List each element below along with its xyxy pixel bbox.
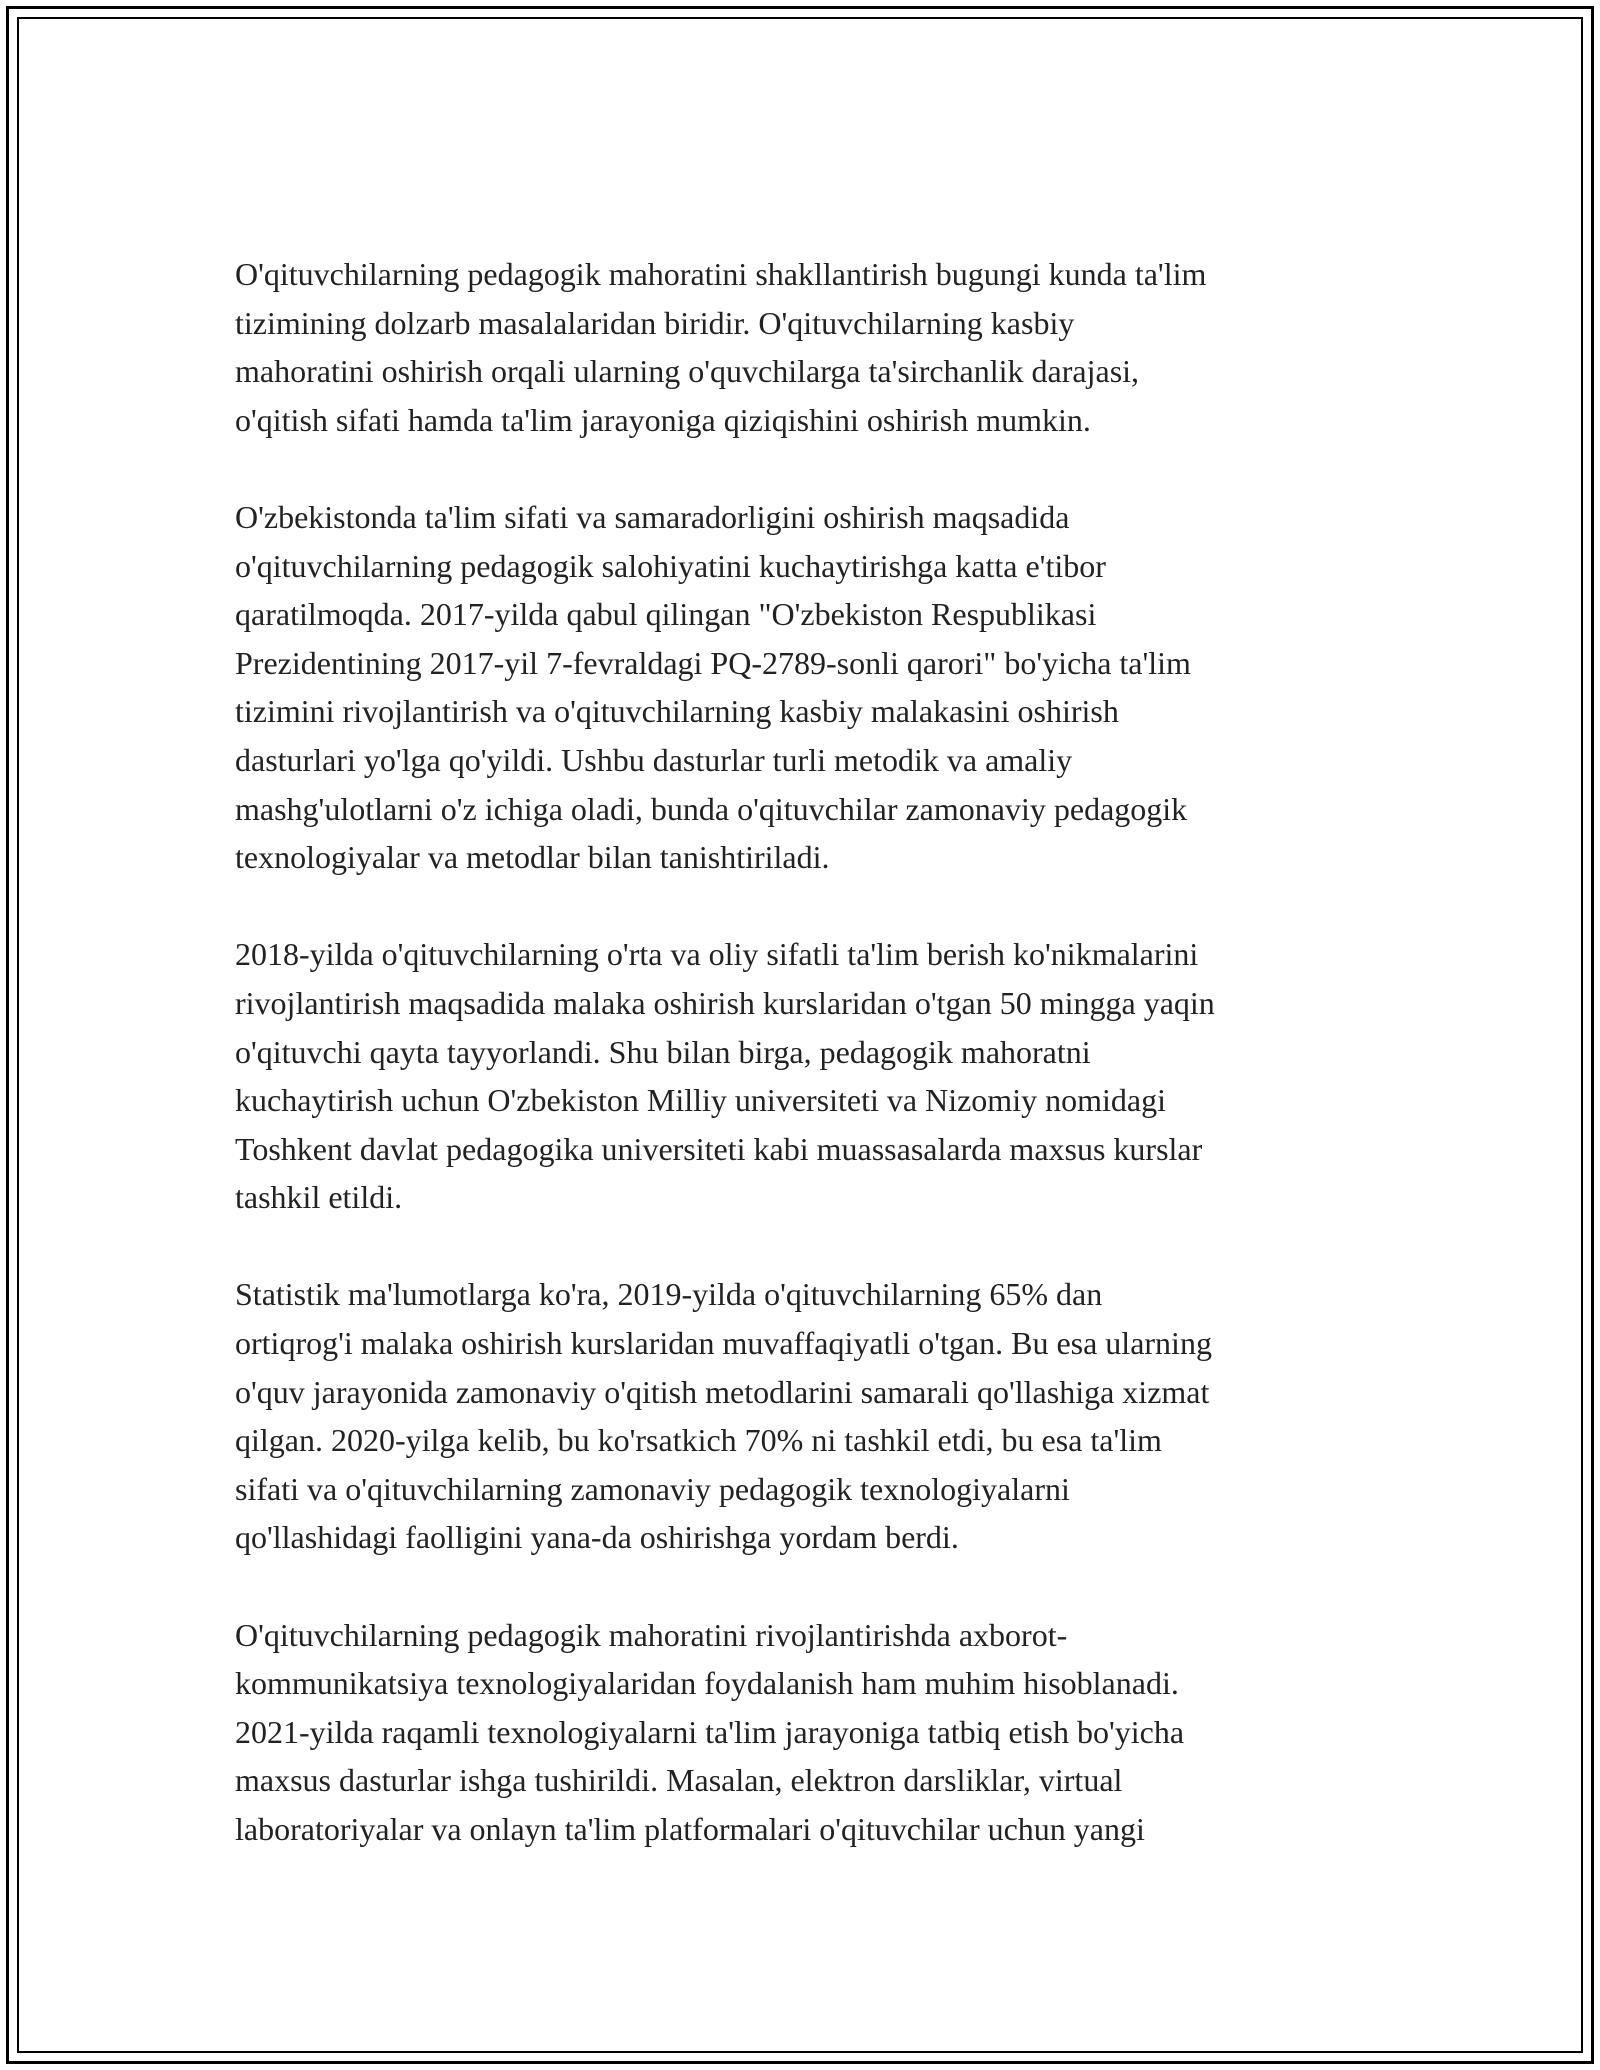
text-line: 2018-yilda o'qituvchilarning o'rta va oliy sifatli ta'lim berish ko'nikmalarini: [235, 936, 1199, 973]
document-body: [235, 250, 1370, 1854]
text-line: laboratoriyalar va onlayn ta'lim platformalari o'qituvchilar uchun yangi: [235, 1811, 1145, 1847]
text-line: tizimining dolzarb masalalaridan biridir. O'qituvchilarning kasbiy: [235, 304, 1075, 341]
text-line: qo'llashidagi faolligini yana-da oshirishga yordam berdi.: [235, 1519, 959, 1556]
text-line: kuchaytirish uchun O'zbekiston Milliy universiteti va Nizomiy nomidagi: [235, 1082, 1166, 1119]
paragraph-2: [235, 493, 1370, 882]
text-line: o'qituvchilarning pedagogik salohiyatini kuchaytirishga katta e'tibor: [235, 547, 1106, 584]
paragraph-4: [235, 1270, 1370, 1562]
text-line: mahoratini oshirish orqali ularning o'quvchilarga ta'sirchanlik darajasi,: [235, 353, 1140, 390]
text-line: O'qituvchilarning pedagogik mahoratini rivojlantirishda axborot-: [235, 1616, 1068, 1653]
text-line: O'zbekistonda ta'lim sifati va samaradorligini oshirish maqsadida: [235, 498, 1070, 535]
text-line: maxsus dasturlar ishga tushirildi. Masalan, elektron darsliklar, virtual: [235, 1762, 1123, 1799]
paragraph-1: [235, 250, 1370, 444]
text-line: rivojlantirish maqsadida malaka oshirish kurslaridan o'tgan 50 mingga yaqin: [235, 984, 1215, 1021]
text-line: qilgan. 2020-yilga kelib, bu ko'rsatkich 70% ni tashkil etdi, bu esa ta'lim: [235, 1422, 1162, 1459]
text-line: Toshkent davlat pedagogika universiteti kabi muassasalarda maxsus kurslar: [235, 1130, 1203, 1167]
text-line: sifati va o'qituvchilarning zamonaviy pedagogik texnologiyalarni: [235, 1470, 1070, 1507]
text-line: mashg'ulotlarni o'z ichiga oladi, bunda o'qituvchilar zamonaviy pedagogik: [235, 790, 1188, 827]
paragraph-3: [235, 930, 1370, 1222]
text-line: o'qitish sifati hamda ta'lim jarayoniga qiziqishini oshirish mumkin.: [235, 401, 1091, 438]
paragraph-5: [235, 1611, 1370, 1854]
text-line: ortiqrog'i malaka oshirish kurslaridan muvaffaqiyatli o'tgan. Bu esa ularning: [235, 1325, 1212, 1362]
text-line: Statistik ma'lumotlarga ko'ra, 2019-yilda o'qituvchilarning 65% dan: [235, 1276, 1103, 1313]
text-line: 2021-yilda raqamli texnologiyalarni ta'lim jarayoniga tatbiq etish bo'yicha: [235, 1713, 1185, 1750]
text-line: tashkil etildi.: [235, 1179, 403, 1216]
text-line: O'qituvchilarning pedagogik mahoratini shakllantirish bugungi kunda ta'lim: [235, 256, 1207, 292]
text-line: tizimini rivojlantirish va o'qituvchilarning kasbiy malakasini oshirish: [235, 693, 1119, 730]
text-line: Prezidentining 2017-yil 7-fevraldagi PQ-2789-sonli qarori" bo'yicha ta'lim: [235, 644, 1191, 681]
text-line: texnologiyalar va metodlar bilan tanishtiriladi.: [235, 839, 830, 876]
text-line: dasturlari yo'lga qo'yildi. Ushbu dasturlar turli metodik va amaliy: [235, 741, 1073, 778]
text-line: kommunikatsiya texnologiyalaridan foydalanish ham muhim hisoblanadi.: [235, 1665, 1179, 1702]
text-line: qaratilmoqda. 2017-yilda qabul qilingan "O'zbekiston Respublikasi: [235, 596, 1097, 633]
text-line: o'qituvchi qayta tayyorlandi. Shu bilan birga, pedagogik mahoratni: [235, 1033, 1091, 1070]
text-line: o'quv jarayonida zamonaviy o'qitish metodlarini samarali qo'llashiga xizmat: [235, 1373, 1210, 1410]
